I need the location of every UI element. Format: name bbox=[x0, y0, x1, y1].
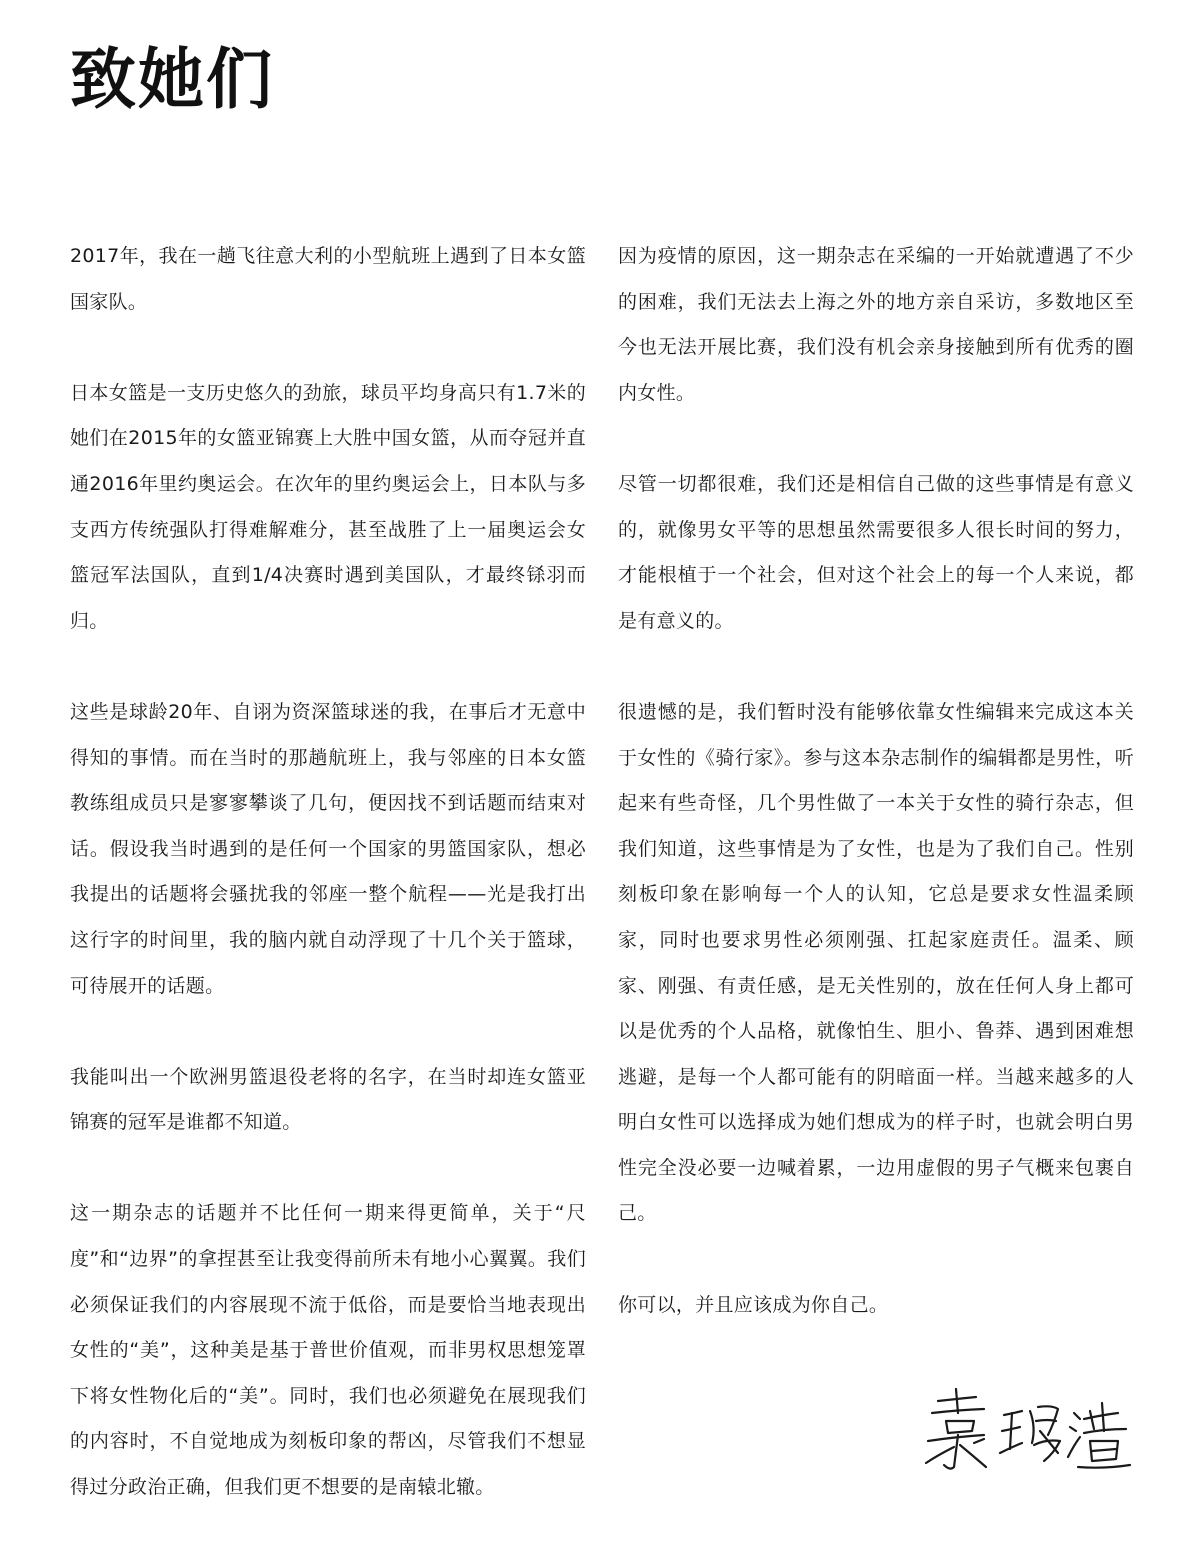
left-text-column bbox=[70, 234, 586, 1556]
paragraph-conversation: 这些是球龄20年、自诩为资深篮球迷的我，在事后才无意中得知的事情。而在当时的那趟航班上，我与邻座的日本女篮教练组成员只是寥寥攀谈了几句，便因找不到话题而结束对话。假设我当时遇到的是任何一个国家的男篮国家队，想必我提出的话题将会骚扰我的邻座一整个航程——光是我打出这行字的时间里，我的脑内就自动浮现了十几个关于篮球，可待展开的话题。 bbox=[70, 700, 586, 997]
paragraph-meaning: 尽管一切都很难，我们还是相信自己做的这些事情是有意义的，就像男女平等的思想虽然需要很多人很长时间的努力，才能根植于一个社会，但对这个社会上的每一个人来说，都是有意义的。 bbox=[618, 472, 1134, 632]
paragraph-flight-encounter: 2017年，我在一趟飞往意大利的小型航班上遇到了日本女篮国家队。 bbox=[70, 245, 586, 313]
right-text-column bbox=[618, 234, 1134, 1374]
paragraph-japan-team-history: 日本女篮是一支历史悠久的劲旅，球员平均身高只有1.7米的她们在2015年的女篮亚锦赛上大胜中国女篮，从而夺冠并直通2016年里约奥运会。在次年的里约奥运会上，日本队与多支西方传统强队打得难解难分，甚至战胜了上一届奥运会女篮冠军法国队，直到1/4决赛时遇到美国队，才最终铩羽而归。 bbox=[70, 381, 586, 632]
paragraph-closing: 你可以，并且应该成为你自己。 bbox=[618, 1293, 889, 1316]
page-title: 致她们 bbox=[70, 41, 274, 118]
paragraph-awareness: 我能叫出一个欧洲男篮退役老将的名字，在当时却连女篮亚锦赛的冠军是谁都不知道。 bbox=[70, 1065, 586, 1134]
paragraph-pandemic: 因为疫情的原因，这一期杂志在采编的一开始就遭遇了不少的困难，我们无法去上海之外的地方亲自采访，多数地区至今也无法开展比赛，我们没有机会亲身接触到所有优秀的圈内女性。 bbox=[618, 245, 1134, 404]
paragraph-stereotypes: 很遗憾的是，我们暂时没有能够依靠女性编辑来完成这本关于女性的《骑行家》。参与这本杂志制作的编辑都是男性，听起来有些奇怪，几个男性做了一本关于女性的骑行杂志，但我们知道，这些事情是为了女性，也是为了我们自己。性别刻板印象在影响每一个人的认知，它总是要求女性温柔顾家，同时也要求男性必须刚强、扛起家庭责任。温柔、顾家、刚强、有责任感，是无关性别的，放在任何人身上都可以是优秀的个人品格，就像怕生、胆小、鲁莽、遇到困难想逃避，是每一个人都可能有的阴暗面一样。当越来越多的人明白女性可以选择成为她们想成为的样子时，也就会明白男性完全没必要一边喊着累，一边用虚假的男子气概来包裹自己。 bbox=[618, 700, 1134, 1225]
handwritten-signature bbox=[918, 1383, 1133, 1473]
paragraph-editorial-care: 这一期杂志的话题并不比任何一期来得更简单，关于“尺度”和“边界”的拿捏甚至让我变得前所未有地小心翼翼。我们必须保证我们的内容展现不流于低俗，而是要恰当地表现出女性的“美”，这种美是基于普世价值观，而非男权思想笼罩下将女性物化后的“美”。同时，我们也必须避免在展现我们的内容时，不自觉地成为刻板印象的帮凶，尽管我们不想显得过分政治正确，但我们更不想要的是南辕北辙。 bbox=[70, 1202, 586, 1499]
